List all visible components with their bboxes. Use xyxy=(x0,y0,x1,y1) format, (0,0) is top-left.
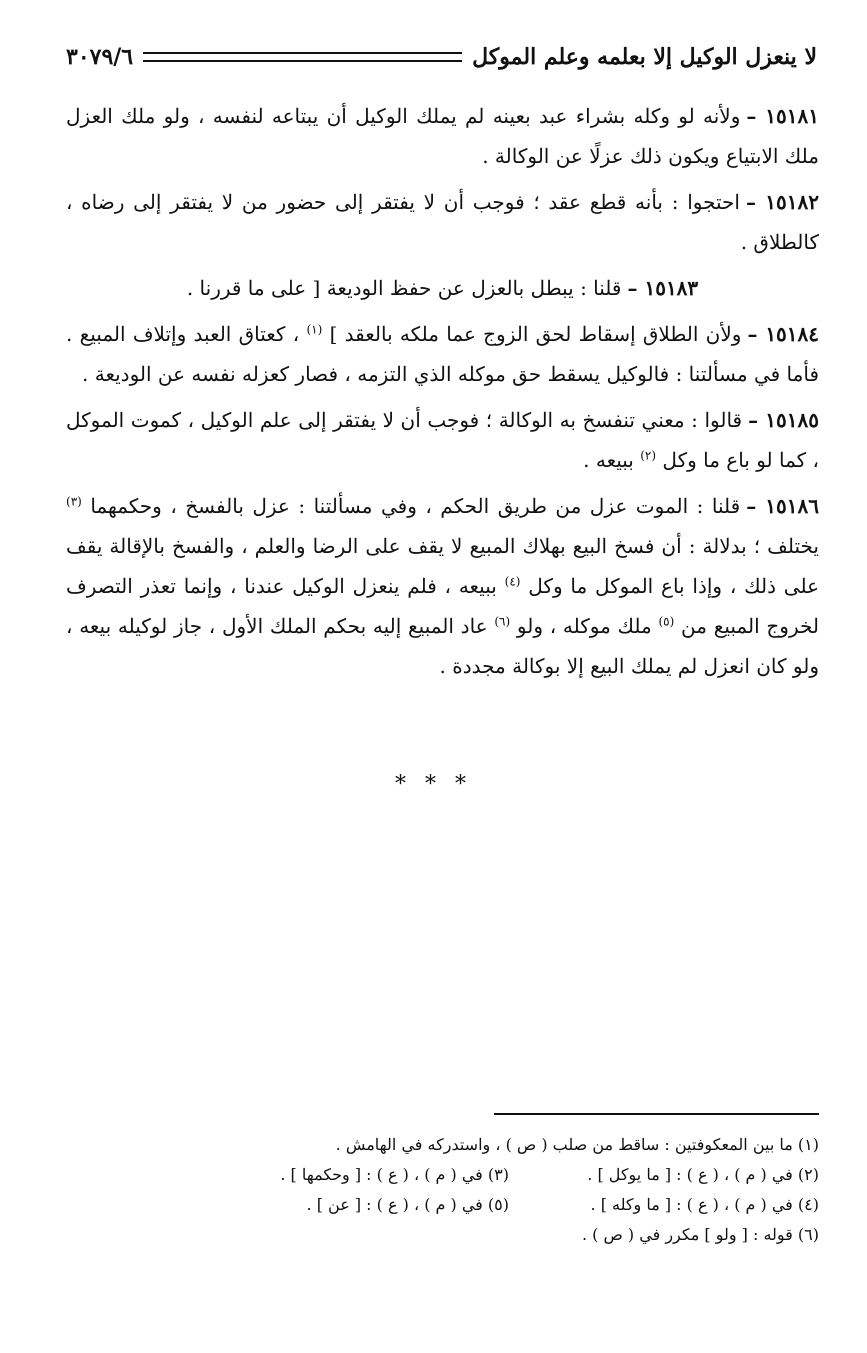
paragraph-number: ١٥١٨٥ – xyxy=(748,408,820,432)
footnote-3: (٣) في ( م ) ، ( ع ) : [ وحكمها ] . xyxy=(280,1165,509,1184)
footnote-rule xyxy=(494,1113,819,1115)
paragraph-text: يختلف ؛ بدلالة : أن فسخ البيع بهلاك المبيع لا يقف على الرضا والعلم ، والفسخ بالإقالة يقف على ذلك ، وإذا باع الموكل ما وكل xyxy=(66,534,820,598)
footnote-2: (٢) في ( م ) ، ( ع ) : [ ما يوكل ] . xyxy=(587,1165,819,1184)
footnote-marker: (٣) xyxy=(66,494,82,509)
paragraph-text: ببيعه ، فلم ينعزل الوكيل عندنا ، وإنما تعذر التصرف لخروج المبيع من xyxy=(66,574,819,638)
running-header xyxy=(66,40,817,74)
footnote-marker: (١) xyxy=(306,322,323,337)
footnotes xyxy=(120,1130,819,1250)
paragraph-text: قالوا : معني تنفسخ به الوكالة ؛ فوجب أن لا يفتقر إلى علم الوكيل ، كموت الموكل ، كما لو باع ما وكل xyxy=(66,408,819,472)
paragraph-15182 xyxy=(66,182,819,262)
footnote-row xyxy=(120,1130,819,1160)
footnote-marker: (٤) xyxy=(504,574,521,589)
header-rule xyxy=(143,52,462,62)
paragraph-number: ١٥١٨٣ – xyxy=(627,276,699,300)
paragraph-text: ، كعتاق العبد وإتلاف المبيع . فأما في مسألتنا : فالوكيل يسقط حق موكله الذي التزمه ، فصار كعزله نفسه عن الوديعة . xyxy=(66,322,819,386)
footnote-6: (٦) قوله : [ ولو ] مكرر في ( ص ) . xyxy=(582,1225,819,1244)
footnote-marker: (٥) xyxy=(658,614,675,629)
paragraph-15185 xyxy=(66,400,819,480)
footnote-row xyxy=(120,1220,819,1250)
paragraph-text: قلنا : الموت عزل من طريق الحكم ، وفي مسألتنا : عزل بالفسخ ، وحكمهما xyxy=(90,494,741,518)
paragraph-text: احتجوا : بأنه قطع عقد ؛ فوجب أن لا يفتقر إلى حضور من لا يفتقر إلى رضاه ، كالطلاق . xyxy=(66,190,819,254)
paragraph-15181 xyxy=(66,96,819,176)
main-text xyxy=(66,96,819,692)
paragraph-number: ١٥١٨١ – xyxy=(746,104,819,128)
header-title: لا ينعزل الوكيل إلا بعلمه وعلم الموكل xyxy=(472,44,817,70)
footnote-5: (٥) في ( م ) ، ( ع ) : [ عن ] . xyxy=(306,1195,509,1214)
footnote-row xyxy=(120,1160,819,1190)
paragraph-text: ببيعه . xyxy=(583,448,634,472)
paragraph-text: قلنا : يبطل بالعزل عن حفظ الوديعة [ على ما قررنا . xyxy=(186,276,622,300)
paragraph-15183 xyxy=(66,268,819,308)
paragraph-number: ١٥١٨٢ – xyxy=(745,190,820,214)
paragraph-number: ١٥١٨٤ – xyxy=(747,322,820,346)
footnote-1: (١) ما بين المعكوفتين : ساقط من صلب ( ص ) ، واستدركه في الهامش . xyxy=(335,1135,819,1154)
paragraph-number: ١٥١٨٦ – xyxy=(746,494,819,518)
paragraph-text: عاد المبيع إليه بحكم الملك الأول ، جاز لوكيله بيعه ، ولو كان انعزل لم يملك البيع إلا بوكالة مجددة . xyxy=(66,614,819,678)
section-separator: * * * xyxy=(395,772,472,797)
paragraph-text: ولأن الطلاق إسقاط لحق الزوج عما ملكه بالعقد ] xyxy=(329,322,742,346)
footnote-row xyxy=(120,1190,819,1220)
paragraph-15184 xyxy=(66,314,819,394)
paragraph-text: ملك موكله ، ولو xyxy=(516,614,652,638)
page-number: ٣٠٧٩/٦ xyxy=(66,44,134,70)
paragraph-text: ولأنه لو وكله بشراء عبد بعينه لم يملك الوكيل أن يبتاعه لنفسه ، ولو ملك العزل ملك الابتياع ويكون ذلك عزلًا عن الوكالة . xyxy=(66,104,819,168)
footnote-marker: (٦) xyxy=(494,614,511,629)
paragraph-15186 xyxy=(66,486,819,686)
footnote-4: (٤) في ( م ) ، ( ع ) : [ ما وكله ] . xyxy=(590,1195,819,1214)
footnote-marker: (٢) xyxy=(640,448,657,463)
